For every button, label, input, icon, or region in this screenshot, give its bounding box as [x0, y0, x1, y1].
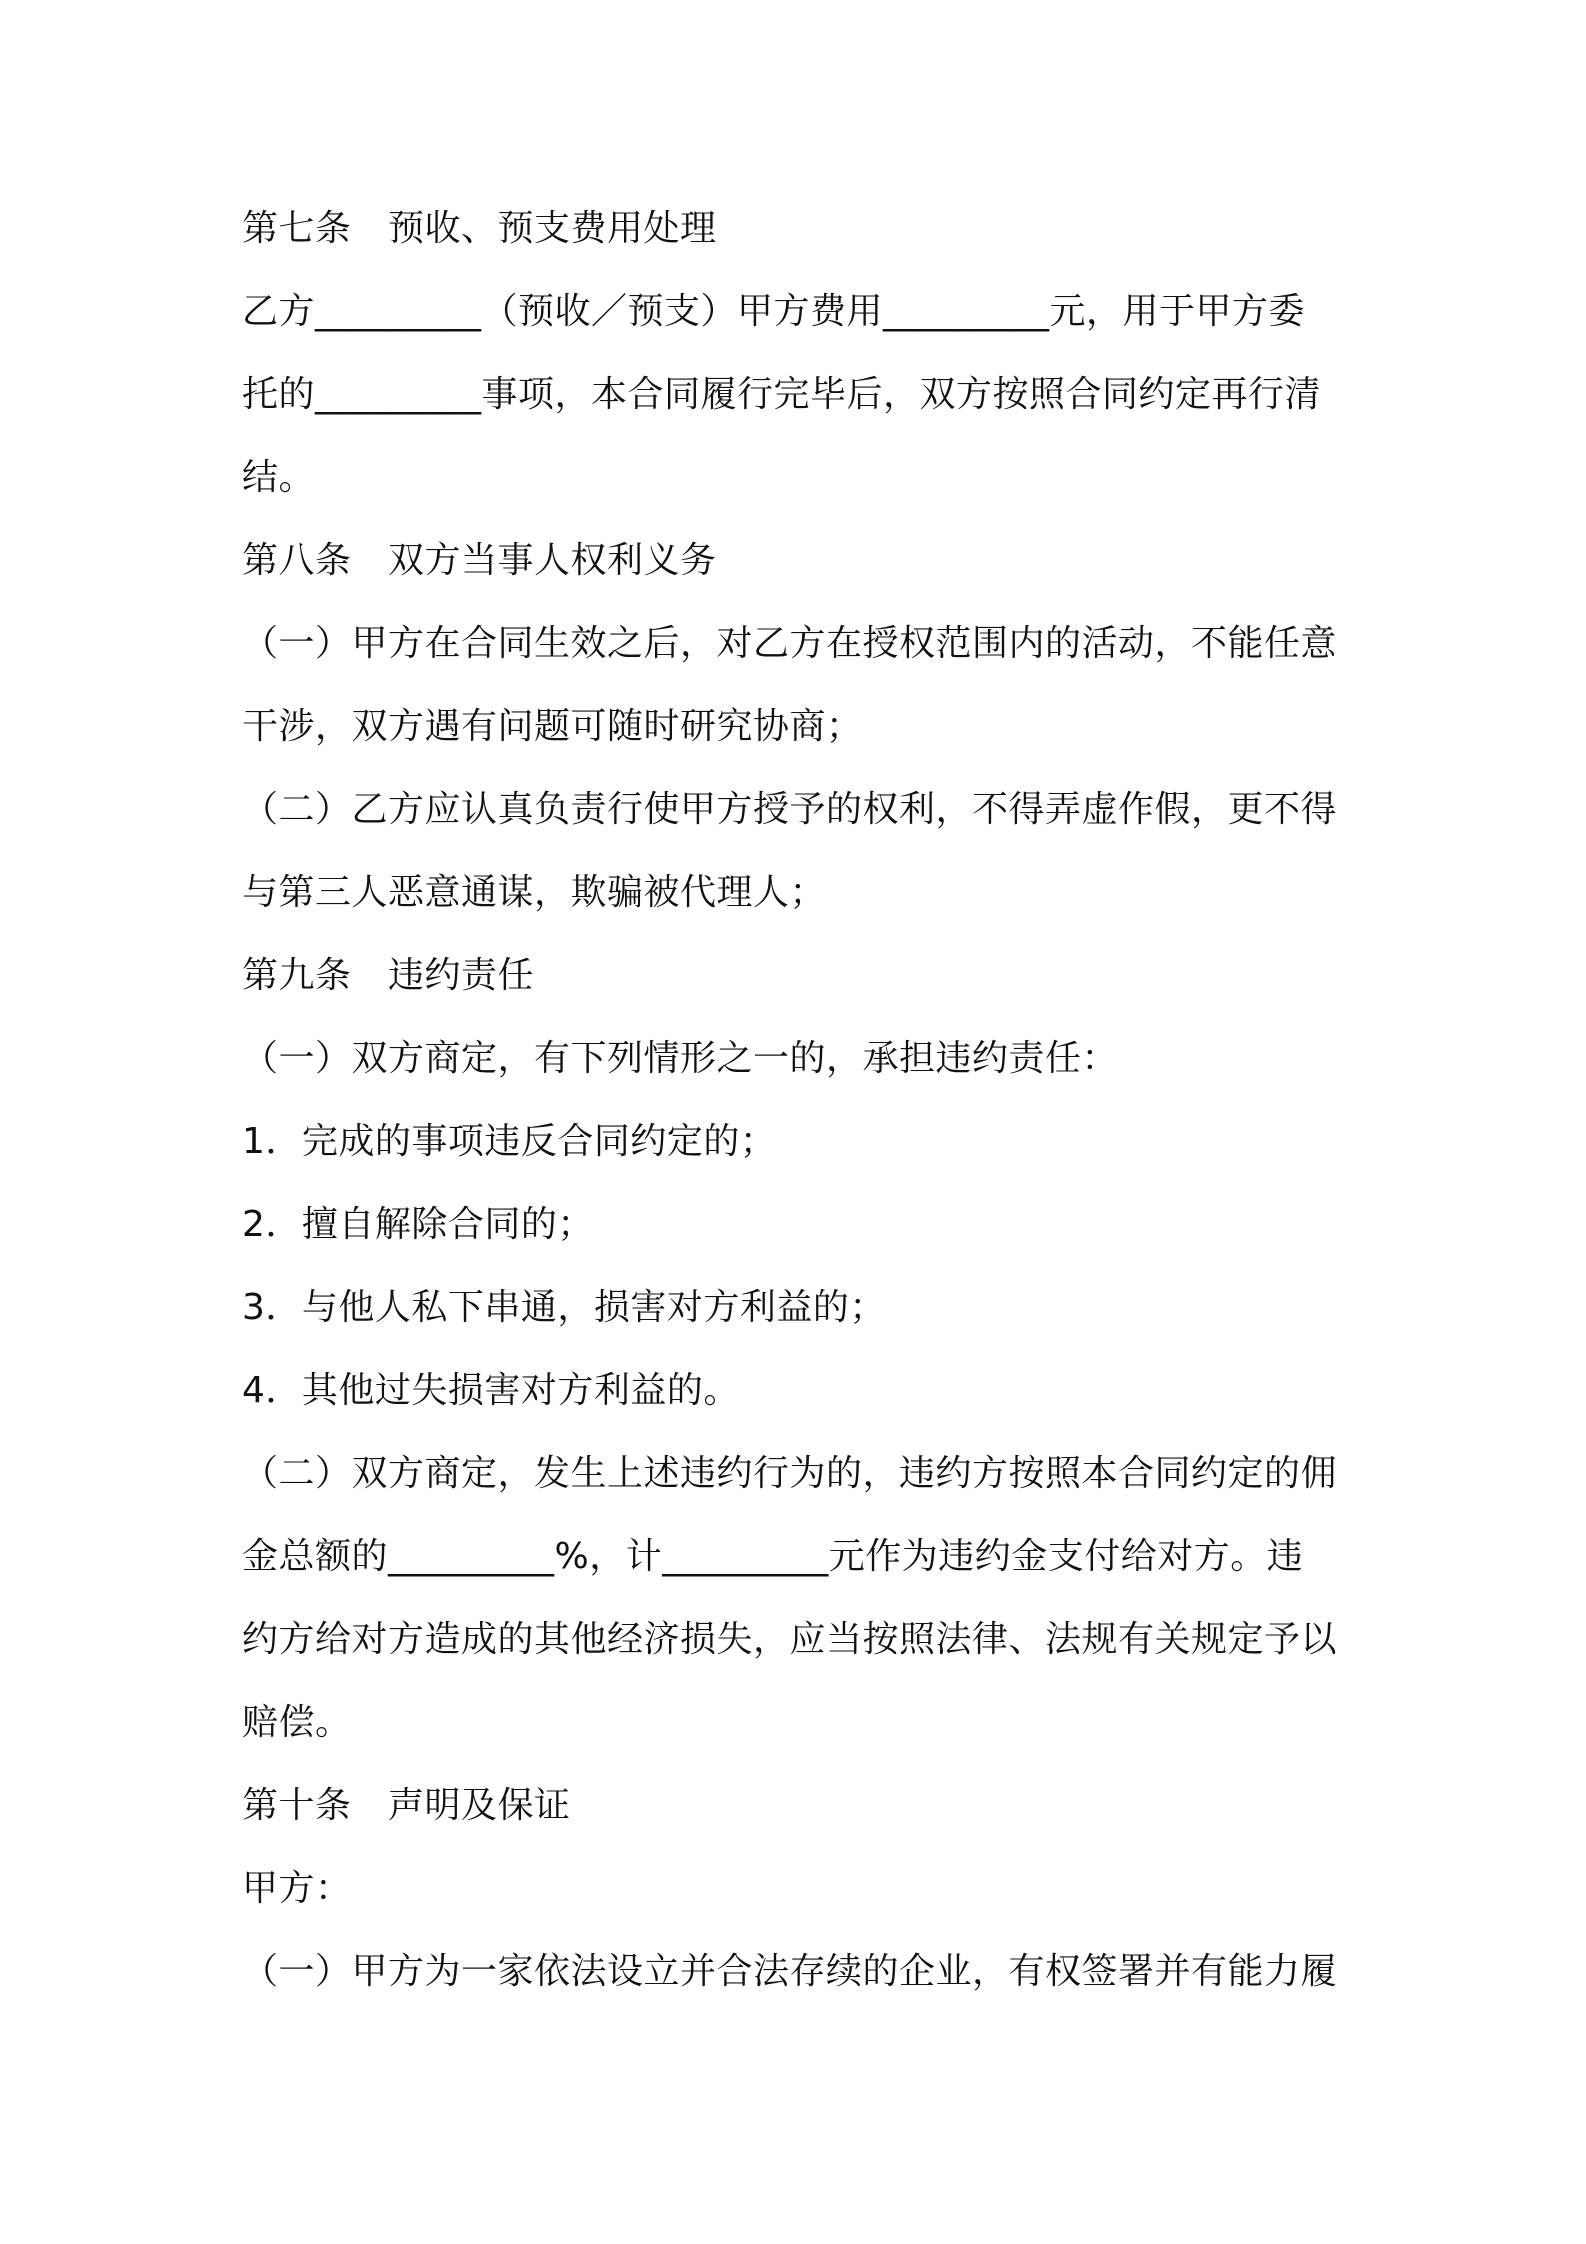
article-7-heading: 第七条 预收、预支费用处理	[242, 208, 717, 249]
article-9-heading: 第九条 违约责任	[242, 955, 535, 996]
article-9-item-2-line-1: （二）双方商定，发生上述违约行为的，违约方按照本合同约定的佣	[242, 1453, 1338, 1494]
article-9-item-2-line-2: 金总额的_________%，计_________元作为违约金支付给对方。违	[242, 1536, 1304, 1577]
article-9-item-2-line-3: 约方给对方造成的其他经济损失，应当按照法律、法规有关规定予以	[242, 1619, 1338, 1660]
party-a-label: 甲方：	[242, 1868, 352, 1909]
article-9-item-1: （一）双方商定，有下列情形之一的，承担违约责任：	[242, 1038, 1119, 1079]
article-7-text-line-3: 结。	[242, 457, 316, 498]
article-9-subitem-4: 4．其他过失损害对方利益的。	[242, 1370, 740, 1411]
article-9-item-2-line-4: 赔偿。	[242, 1702, 352, 1743]
article-8-item-1-line-2: 干涉，双方遇有问题可随时研究协商；	[242, 706, 863, 747]
article-9-subitem-2: 2．擅自解除合同的；	[242, 1204, 594, 1245]
article-7-text-line-1: 乙方_________（预收／预支）甲方费用_________元，用于甲方委	[242, 291, 1306, 332]
article-9-subitem-1: 1．完成的事项违反合同约定的；	[242, 1121, 777, 1162]
article-10-item-1-line-1: （一）甲方为一家依法设立并合法存续的企业，有权签署并有能力履	[242, 1951, 1338, 1992]
article-8-item-2-line-2: 与第三人恶意通谋，欺骗被代理人；	[242, 872, 827, 913]
article-8-item-2-line-1: （二）乙方应认真负责行使甲方授予的权利，不得弄虚作假，更不得	[242, 789, 1338, 830]
article-10-heading: 第十条 声明及保证	[242, 1785, 571, 1826]
article-9-subitem-3: 3．与他人私下串通，损害对方利益的；	[242, 1287, 886, 1328]
article-8-heading: 第八条 双方当事人权利义务	[242, 540, 717, 581]
article-7-text-line-2: 托的_________事项，本合同履行完毕后，双方按照合同约定再行清	[242, 374, 1322, 415]
article-8-item-1-line-1: （一）甲方在合同生效之后，对乙方在授权范围内的活动，不能任意	[242, 623, 1338, 664]
document-page	[242, 198, 1362, 2024]
